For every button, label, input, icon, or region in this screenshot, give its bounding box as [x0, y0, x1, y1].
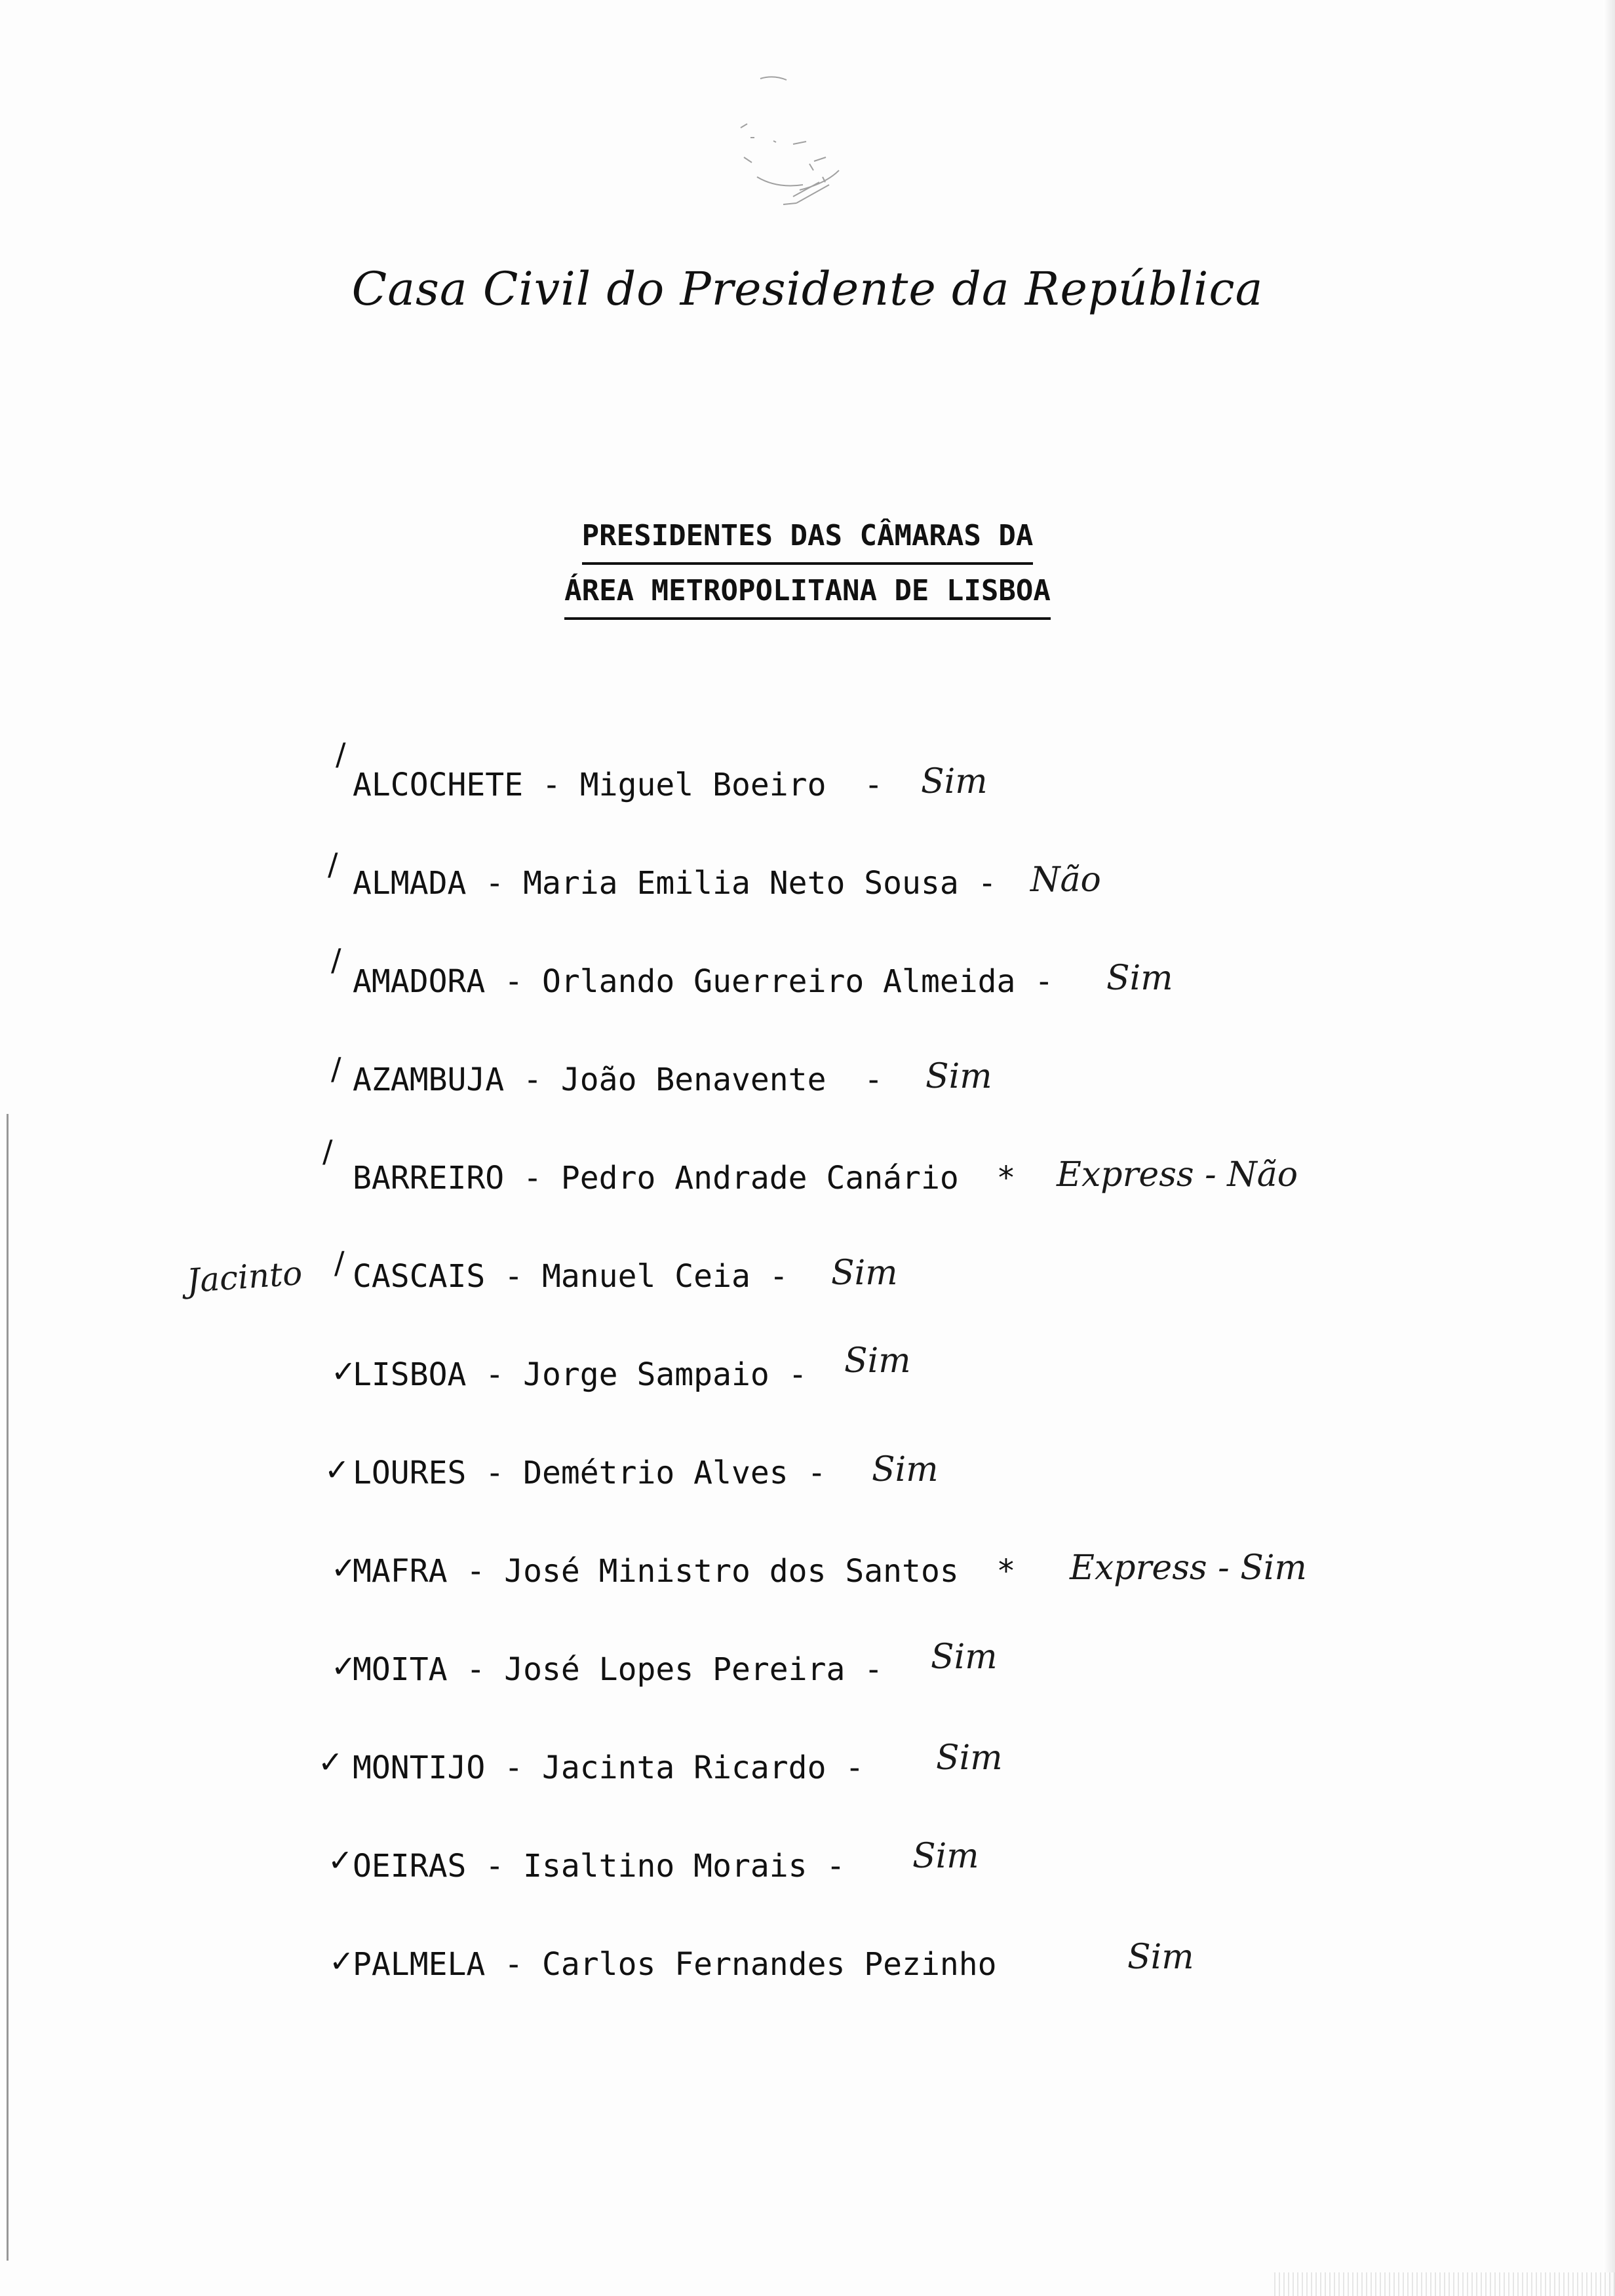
entry-text: MONTIJO - Jacinta Ricardo - — [353, 1750, 865, 1786]
handwritten-note: Sim — [936, 1738, 1003, 1778]
list-item — [0, 1837, 1615, 1892]
check-mark: ✓ — [331, 1354, 357, 1389]
handwritten-note: Sim — [1106, 959, 1173, 998]
entry-text: PALMELA - Carlos Fernandes Pezinho — [353, 1946, 997, 1983]
list-item — [0, 1545, 1615, 1598]
entry-text: CASCAIS - Manuel Ceia - — [353, 1258, 788, 1295]
handwritten-note: Sim — [844, 1341, 911, 1381]
entry-text: MOITA - José Lopes Pereira - — [353, 1651, 884, 1688]
entry-text: AZAMBUJA - João Benavente - — [353, 1062, 884, 1098]
check-mark: / — [328, 847, 338, 882]
list-item — [0, 1134, 1615, 1204]
entry-text: MAFRA - José Ministro dos Santos * — [353, 1553, 1016, 1590]
handwritten-note: Sim — [831, 1253, 898, 1293]
list-item — [0, 1341, 1615, 1401]
entry-text: LISBOA - Jorge Sampaio - — [353, 1356, 808, 1393]
check-mark: ✓ — [318, 1744, 343, 1780]
handwritten-note: Sim — [921, 762, 988, 801]
entry-text: AMADORA - Orlando Guerreiro Almeida - — [353, 963, 1054, 1000]
handwritten-note: Express - Sim — [1070, 1548, 1307, 1588]
check-mark: ✓ — [331, 1550, 357, 1586]
entry-text: OEIRAS - Isaltino Morais - — [353, 1848, 846, 1885]
handwritten-note: Express - Não — [1057, 1155, 1298, 1195]
margin-note: Jacinto — [185, 1253, 304, 1301]
title-line-2: ÁREA METROPOLITANA DE LISBOA — [564, 566, 1051, 620]
list-item — [0, 1245, 1615, 1303]
check-mark: / — [331, 942, 341, 978]
check-mark: ✓ — [324, 1452, 350, 1487]
list-item — [0, 847, 1615, 909]
check-mark: / — [331, 1051, 341, 1086]
handwritten-note: Sim — [872, 1450, 939, 1489]
handwritten-note: Sim — [912, 1837, 979, 1876]
entry-text: ALCOCHETE - Miguel Boeiro - — [353, 767, 884, 803]
title-line-1: PRESIDENTES DAS CÂMARAS DA — [582, 511, 1034, 565]
letterhead: Casa Civil do Presidente da República — [351, 262, 1264, 316]
handwritten-note: Sim — [925, 1057, 992, 1096]
list-item — [0, 1447, 1615, 1499]
handwritten-note: Não — [1030, 860, 1101, 900]
check-mark: / — [322, 1134, 333, 1169]
list-item — [0, 942, 1615, 1008]
handwritten-note: Sim — [931, 1637, 998, 1677]
check-mark: ✓ — [331, 1649, 357, 1684]
check-mark: / — [336, 737, 346, 772]
list-item — [0, 737, 1615, 811]
list-item — [0, 1051, 1615, 1106]
entry-text: ALMADA - Maria Emilia Neto Sousa - — [353, 865, 997, 902]
list-item — [0, 1738, 1615, 1794]
check-mark: / — [334, 1245, 345, 1280]
entry-text: LOURES - Demétrio Alves - — [353, 1455, 827, 1491]
entry-text: BARREIRO - Pedro Andrade Canário * — [353, 1160, 1016, 1196]
list-item — [0, 1637, 1615, 1696]
check-mark: ✓ — [329, 1943, 355, 1979]
handwritten-note: Sim — [1127, 1938, 1194, 1977]
check-mark: ✓ — [328, 1843, 353, 1878]
list-item — [0, 1938, 1615, 1991]
